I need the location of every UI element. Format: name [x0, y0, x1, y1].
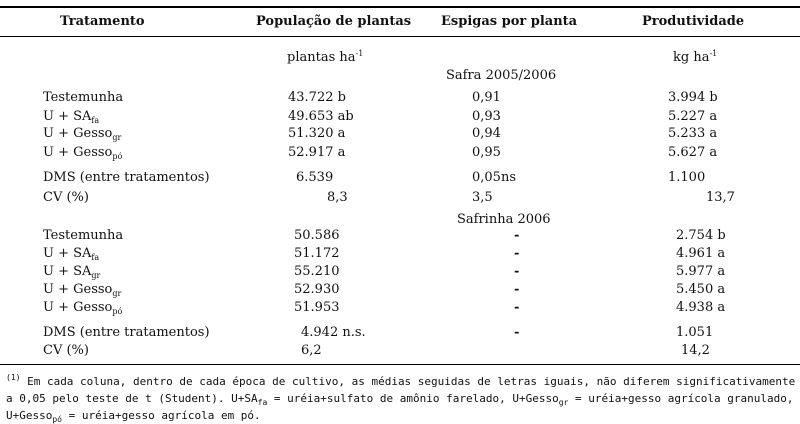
- row-label-sub: gr: [91, 271, 101, 280]
- table-row-prod: 5.627 a: [668, 145, 718, 160]
- unit-population-text: plantas ha: [287, 50, 356, 65]
- unit-population-exp: -1: [355, 49, 364, 58]
- footnote-mid1: = uréia+sulfato de amônio farelado, U+Gesso: [267, 392, 559, 405]
- dms-label: DMS (entre tratamentos): [43, 170, 210, 185]
- table-row-ears: -: [514, 282, 520, 297]
- row-label-sub: pó: [112, 152, 123, 161]
- dms-prod: 1.100: [668, 170, 706, 185]
- row-label-sub: fa: [91, 253, 100, 262]
- cv-pop: 8,3: [327, 190, 348, 205]
- row-label-text: U + Gesso: [43, 282, 113, 297]
- header-rule: [0, 36, 800, 37]
- footnote-mid2: = uréia+gesso agrícola granulado, U+Gesso: [6, 392, 794, 422]
- top-rule: [0, 6, 800, 8]
- cv-ears: 3,5: [472, 190, 493, 205]
- row-label-sub: pó: [112, 307, 123, 316]
- table-row-ears: -: [514, 264, 520, 279]
- header-treatment: Tratamento: [60, 14, 145, 29]
- dms-label: DMS (entre tratamentos): [43, 325, 210, 340]
- dms-ears: -: [514, 325, 520, 340]
- footnote-end: = uréia+gesso agrícola em pó.: [62, 409, 261, 422]
- table-row-prod: 5.233 a: [668, 126, 718, 141]
- table-row-pop: 52.917 a: [288, 145, 346, 160]
- table-row-label: [43, 228, 123, 243]
- row-label-text: Testemunha: [43, 90, 124, 105]
- unit-productivity-text: kg ha: [673, 50, 710, 65]
- dms-ears: 0,05ns: [472, 170, 516, 185]
- table-row-pop: 49.653 ab: [288, 109, 354, 124]
- footnote-marker: (1): [6, 373, 21, 382]
- header-productivity: Produtividade: [642, 14, 745, 29]
- table-row-label: [43, 282, 121, 297]
- table-row-pop: 51.953: [294, 300, 340, 315]
- bottom-rule: [0, 364, 800, 365]
- cv-label: CV (%): [43, 190, 89, 205]
- table-row-pop: 51.320 a: [288, 126, 346, 141]
- table-row-label: [43, 246, 99, 261]
- table-row-ears: 0,91: [472, 90, 501, 105]
- table-row-pop: 51.172: [294, 246, 340, 261]
- footnote: [6, 373, 796, 424]
- table-row-ears: -: [514, 300, 520, 315]
- row-label-text: U + SA: [43, 246, 92, 261]
- table-row-ears: 0,94: [472, 126, 501, 141]
- table-row-prod: 2.754 b: [676, 228, 726, 243]
- dms-pop: 4.942 n.s.: [301, 325, 366, 340]
- dms-prod: 1.051: [676, 325, 714, 340]
- table-row-pop: 55.210: [294, 264, 340, 279]
- table-row-pop: 52.930: [294, 282, 340, 297]
- row-label-text: U + Gesso: [43, 126, 113, 141]
- header-ears: Espigas por planta: [441, 14, 578, 29]
- table-row-prod: 3.994 b: [668, 90, 718, 105]
- table-row-ears: -: [514, 246, 520, 261]
- table-row-prod: 5.227 a: [668, 109, 718, 124]
- table-row-label: [43, 300, 122, 315]
- table-row-prod: 5.450 a: [676, 282, 726, 297]
- section-title-safrinha: Safrinha 2006: [457, 212, 551, 227]
- section-title-safra: Safra 2005/2006: [446, 68, 557, 83]
- row-label-sub: gr: [112, 133, 122, 142]
- table-row-label: [43, 145, 122, 160]
- footnote-line1: Em cada coluna, dentro de cada época de cultivo, as médias seguidas de letras iguais, não diferem significativamente a 0,05 pelo teste de t (Student). U+SA: [6, 375, 796, 405]
- row-label-text: U + SA: [43, 109, 92, 124]
- table-row-prod: 4.938 a: [676, 300, 726, 315]
- table-row-pop: 43.722 b: [288, 90, 346, 105]
- cv-pop: 6,2: [301, 343, 322, 358]
- row-label-sub: gr: [112, 289, 122, 298]
- dms-pop: 6.539: [296, 170, 334, 185]
- cv-label: CV (%): [43, 343, 89, 358]
- row-label-text: U + SA: [43, 264, 92, 279]
- footnote-sub-po: pó: [52, 415, 62, 424]
- table-row-ears: 0,93: [472, 109, 501, 124]
- table-row-label: [43, 264, 100, 279]
- table-row-pop: 50.586: [294, 228, 340, 243]
- cv-prod: 13,7: [706, 190, 735, 205]
- unit-population: [287, 50, 363, 65]
- table-row-ears: 0,95: [472, 145, 501, 160]
- table-row-prod: 5.977 a: [676, 264, 726, 279]
- table-row-label: [43, 90, 123, 105]
- table-row-label: [43, 126, 121, 141]
- table-row-prod: 4.961 a: [676, 246, 726, 261]
- header-population: População de plantas: [256, 14, 412, 29]
- footnote-sub-fa: fa: [257, 398, 268, 407]
- row-label-text: Testemunha: [43, 228, 124, 243]
- row-label-sub: fa: [91, 116, 100, 125]
- footnote-sub-gr: gr: [558, 398, 569, 407]
- cv-prod: 14,2: [681, 343, 710, 358]
- unit-productivity: [673, 50, 717, 65]
- unit-productivity-exp: -1: [709, 49, 718, 58]
- row-label-text: U + Gesso: [43, 300, 113, 315]
- row-label-text: U + Gesso: [43, 145, 113, 160]
- table-row-ears: -: [514, 228, 520, 243]
- table-row-label: [43, 109, 99, 124]
